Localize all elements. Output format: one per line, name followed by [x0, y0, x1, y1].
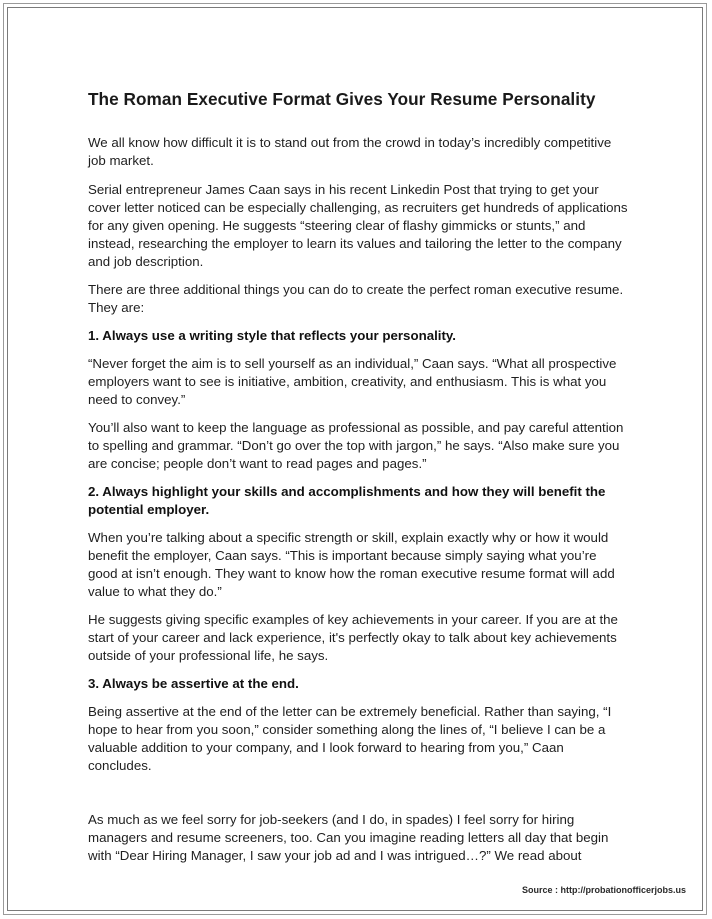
section-heading-2: 2. Always highlight your skills and accomplishments and how they will benefit the potential employer. — [88, 484, 606, 517]
document-title: The Roman Executive Format Gives Your Resume Personality — [88, 89, 596, 109]
paragraph-intro: We all know how difficult it is to stand out from the crowd in today’s incredibly competitive job market. — [88, 135, 612, 168]
paragraph-closing: As much as we feel sorry for job-seekers (and I do, in spades) I feel sorry for hiring managers and resume screeners, too. Can you imagine reading letters all day that begin with “Dear Hiring Manager, I saw your job ad and I was intrigued…?” We read about — [88, 812, 609, 863]
paragraph-three-things: There are three additional things you can do to create the perfect roman executive resume. They are: — [88, 282, 624, 315]
document-body — [88, 134, 628, 875]
paragraph-caan: Serial entrepreneur James Caan says in his recent Linkedin Post that trying to get your cover letter noticed can be especially challenging, as recruiters get hundreds of applications for any given opening. He suggests “steering clear of flashy gimmicks or stunts,” and instead, researching the employer to learn its values and tailoring the letter to the company and job description. — [88, 182, 628, 269]
section-1-paragraph-1: “Never forget the aim is to sell yourself as an individual,” Caan says. “What all prospective employers want to see is initiative, ambition, creativity, and enthusiasm. This is what you need to convey.” — [88, 356, 617, 407]
source-credit: Source : http://probationofficerjobs.us — [522, 885, 686, 895]
section-2-paragraph-2: He suggests giving specific examples of key achievements in your career. If you are at the start of your career and lack experience, it's perfectly okay to talk about key achievements outside of your professional life, he says. — [88, 612, 618, 663]
section-3-paragraph-1: Being assertive at the end of the letter can be extremely beneficial. Rather than saying, “I hope to hear from you soon,” consider something along the lines of, “I believe I can be a valuable addition to your company, and I look forward to hearing from you,” Caan concludes. — [88, 704, 612, 773]
section-heading-3: 3. Always be assertive at the end. — [88, 676, 299, 691]
section-1-paragraph-2: You’ll also want to keep the language as professional as possible, and pay careful attention to spelling and grammar. “Don’t go over the top with jargon,” he says. “Also make sure you are concise; people don’t want to read pages and pages.” — [88, 420, 624, 471]
section-2-paragraph-1: When you’re talking about a specific strength or skill, explain exactly why or how it would benefit the employer, Caan says. “This is important because simply saying what you’re good at isn’t enough. They want to know how the roman executive resume format will add value to what they do.” — [88, 530, 615, 599]
section-heading-1: 1. Always use a writing style that reflects your personality. — [88, 328, 457, 343]
